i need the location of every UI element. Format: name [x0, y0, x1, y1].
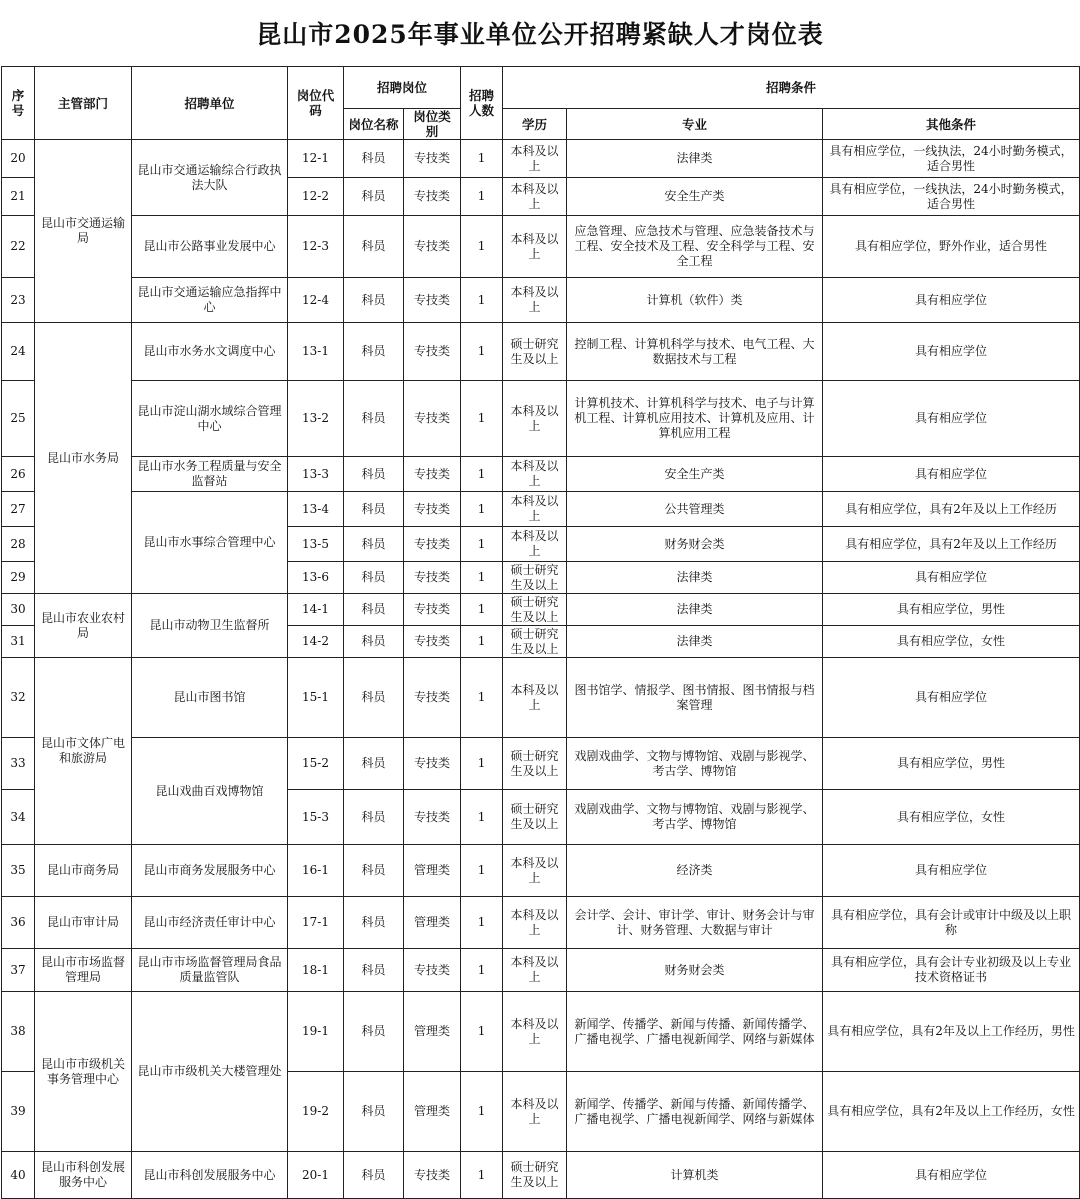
- cell-pos-type: 管理类: [404, 992, 461, 1072]
- cell-edu: 硕士研究生及以上: [503, 323, 567, 381]
- cell-seq: 36: [2, 897, 35, 949]
- header-seq: 序号: [2, 67, 35, 140]
- cell-other: 具有相应学位，具有会计专业初级及以上专业技术资格证书: [823, 949, 1080, 992]
- cell-major: 安全生产类: [567, 457, 823, 492]
- cell-pos-type: 专技类: [404, 492, 461, 527]
- cell-other: 具有相应学位，野外作业，适合男性: [823, 216, 1080, 278]
- cell-edu: 硕士研究生及以上: [503, 594, 567, 626]
- cell-count: 1: [461, 216, 503, 278]
- header-count: 招聘人数: [461, 67, 503, 140]
- cell-edu: 本科及以上: [503, 381, 567, 457]
- cell-edu: 本科及以上: [503, 457, 567, 492]
- cell-dept: 昆山市市场监督管理局: [35, 949, 132, 992]
- cell-seq: 30: [2, 594, 35, 626]
- cell-dept: 昆山市审计局: [35, 897, 132, 949]
- cell-edu: 本科及以上: [503, 278, 567, 323]
- cell-code: 17-1: [288, 897, 344, 949]
- cell-code: 14-2: [288, 626, 344, 658]
- cell-unit: 昆山市图书馆: [132, 658, 288, 738]
- cell-seq: 40: [2, 1152, 35, 1199]
- cell-edu: 本科及以上: [503, 949, 567, 992]
- cell-seq: 32: [2, 658, 35, 738]
- cell-seq: 20: [2, 140, 35, 178]
- cell-code: 15-1: [288, 658, 344, 738]
- cell-pos-name: 科员: [344, 949, 404, 992]
- cell-code: 20-1: [288, 1152, 344, 1199]
- cell-count: 1: [461, 949, 503, 992]
- cell-pos-name: 科员: [344, 278, 404, 323]
- cell-count: 1: [461, 178, 503, 216]
- cell-seq: 35: [2, 845, 35, 897]
- cell-seq: 23: [2, 278, 35, 323]
- cell-pos-name: 科员: [344, 492, 404, 527]
- cell-seq: 22: [2, 216, 35, 278]
- cell-other: 具有相应学位: [823, 323, 1080, 381]
- cell-count: 1: [461, 381, 503, 457]
- cell-other: 具有相应学位: [823, 278, 1080, 323]
- cell-dept: 昆山市市级机关事务管理中心: [35, 992, 132, 1152]
- cell-seq: 25: [2, 381, 35, 457]
- table-row: [2, 845, 1080, 897]
- cell-other: 具有相应学位，具有2年及以上工作经历，男性: [823, 992, 1080, 1072]
- cell-pos-name: 科员: [344, 658, 404, 738]
- cell-pos-name: 科员: [344, 1152, 404, 1199]
- cell-major: 法律类: [567, 140, 823, 178]
- cell-edu: 本科及以上: [503, 527, 567, 562]
- page-title: 昆山市2025年事业单位公开招聘紧缺人才岗位表: [256, 20, 824, 49]
- cell-pos-name: 科员: [344, 992, 404, 1072]
- cell-seq: 29: [2, 562, 35, 594]
- cell-unit: 昆山市交通运输综合行政执法大队: [132, 140, 288, 216]
- table-row: [2, 278, 1080, 323]
- table-row: [2, 992, 1080, 1072]
- cell-major: 新闻学、传播学、新闻与传播、新闻传播学、广播电视学、广播电视新闻学、网络与新媒体: [567, 992, 823, 1072]
- cell-pos-type: 专技类: [404, 626, 461, 658]
- cell-unit: 昆山市水务工程质量与安全监督站: [132, 457, 288, 492]
- cell-seq: 33: [2, 738, 35, 790]
- header-unit: 招聘单位: [132, 67, 288, 140]
- cell-unit: 昆山市科创发展服务中心: [132, 1152, 288, 1199]
- cell-dept: 昆山市商务局: [35, 845, 132, 897]
- cell-dept: 昆山市科创发展服务中心: [35, 1152, 132, 1199]
- cell-code: 13-1: [288, 323, 344, 381]
- table-row: [2, 658, 1080, 738]
- table-row: [2, 897, 1080, 949]
- cell-count: 1: [461, 790, 503, 845]
- cell-edu: 本科及以上: [503, 216, 567, 278]
- cell-pos-type: 专技类: [404, 1152, 461, 1199]
- cell-pos-name: 科员: [344, 527, 404, 562]
- header-position: 招聘岗位: [344, 67, 461, 109]
- cell-major: 法律类: [567, 626, 823, 658]
- cell-major: 安全生产类: [567, 178, 823, 216]
- cell-pos-name: 科员: [344, 845, 404, 897]
- cell-edu: 本科及以上: [503, 492, 567, 527]
- cell-count: 1: [461, 562, 503, 594]
- cell-code: 13-3: [288, 457, 344, 492]
- cell-seq: 38: [2, 992, 35, 1072]
- cell-code: 13-4: [288, 492, 344, 527]
- cell-pos-name: 科员: [344, 790, 404, 845]
- cell-other: 具有相应学位，一线执法，24小时勤务模式，适合男性: [823, 140, 1080, 178]
- table-row: [2, 216, 1080, 278]
- cell-pos-type: 专技类: [404, 790, 461, 845]
- cell-other: 具有相应学位，男性: [823, 594, 1080, 626]
- cell-major: 经济类: [567, 845, 823, 897]
- cell-seq: 26: [2, 457, 35, 492]
- cell-seq: 28: [2, 527, 35, 562]
- cell-seq: 31: [2, 626, 35, 658]
- cell-pos-name: 科员: [344, 626, 404, 658]
- cell-code: 13-2: [288, 381, 344, 457]
- cell-code: 12-4: [288, 278, 344, 323]
- cell-major: 计算机（软件）类: [567, 278, 823, 323]
- cell-code: 19-1: [288, 992, 344, 1072]
- cell-pos-type: 专技类: [404, 738, 461, 790]
- header-pos-name: 岗位名称: [344, 109, 404, 140]
- cell-other: 具有相应学位，女性: [823, 626, 1080, 658]
- cell-unit: 昆山市商务发展服务中心: [132, 845, 288, 897]
- cell-count: 1: [461, 457, 503, 492]
- cell-edu: 本科及以上: [503, 992, 567, 1072]
- cell-pos-type: 专技类: [404, 178, 461, 216]
- cell-pos-type: 专技类: [404, 140, 461, 178]
- cell-pos-name: 科员: [344, 562, 404, 594]
- cell-unit: 昆山市动物卫生监督所: [132, 594, 288, 658]
- cell-code: 12-1: [288, 140, 344, 178]
- cell-edu: 硕士研究生及以上: [503, 738, 567, 790]
- cell-pos-name: 科员: [344, 457, 404, 492]
- cell-pos-type: 管理类: [404, 1072, 461, 1152]
- cell-unit: 昆山市交通运输应急指挥中心: [132, 278, 288, 323]
- table-row: [2, 457, 1080, 492]
- cell-major: 图书馆学、情报学、图书情报、图书情报与档案管理: [567, 658, 823, 738]
- cell-edu: 本科及以上: [503, 658, 567, 738]
- cell-major: 法律类: [567, 562, 823, 594]
- cell-dept: 昆山市交通运输局: [35, 140, 132, 323]
- cell-major: 财务财会类: [567, 949, 823, 992]
- cell-pos-type: 专技类: [404, 278, 461, 323]
- cell-dept: 昆山市农业农村局: [35, 594, 132, 658]
- cell-dept: 昆山市文体广电和旅游局: [35, 658, 132, 845]
- cell-other: 具有相应学位: [823, 457, 1080, 492]
- header-code: 岗位代码: [288, 67, 344, 140]
- cell-pos-type: 管理类: [404, 897, 461, 949]
- table-row: [2, 949, 1080, 992]
- cell-edu: 本科及以上: [503, 845, 567, 897]
- cell-other: 具有相应学位: [823, 562, 1080, 594]
- header-dept: 主管部门: [35, 67, 132, 140]
- cell-other: 具有相应学位，具有会计或审计中级及以上职称: [823, 897, 1080, 949]
- cell-code: 14-1: [288, 594, 344, 626]
- cell-unit: 昆山市市场监督管理局食品质量监管队: [132, 949, 288, 992]
- cell-pos-type: 专技类: [404, 658, 461, 738]
- cell-count: 1: [461, 845, 503, 897]
- cell-code: 18-1: [288, 949, 344, 992]
- header-pos-type: 岗位类别: [404, 109, 461, 140]
- cell-code: 12-3: [288, 216, 344, 278]
- cell-seq: 39: [2, 1072, 35, 1152]
- cell-count: 1: [461, 323, 503, 381]
- cell-major: 戏剧戏曲学、文物与博物馆、戏剧与影视学、考古学、博物馆: [567, 790, 823, 845]
- cell-other: 具有相应学位: [823, 658, 1080, 738]
- cell-seq: 37: [2, 949, 35, 992]
- cell-pos-name: 科员: [344, 178, 404, 216]
- cell-pos-type: 专技类: [404, 562, 461, 594]
- table-row: [2, 594, 1080, 626]
- cell-count: 1: [461, 992, 503, 1072]
- cell-edu: 本科及以上: [503, 897, 567, 949]
- cell-code: 16-1: [288, 845, 344, 897]
- cell-count: 1: [461, 1152, 503, 1199]
- cell-edu: 硕士研究生及以上: [503, 1152, 567, 1199]
- cell-other: 具有相应学位，具有2年及以上工作经历: [823, 527, 1080, 562]
- cell-code: 15-3: [288, 790, 344, 845]
- cell-other: 具有相应学位: [823, 845, 1080, 897]
- cell-code: 12-2: [288, 178, 344, 216]
- cell-pos-type: 专技类: [404, 527, 461, 562]
- cell-other: 具有相应学位，一线执法，24小时勤务模式，适合男性: [823, 178, 1080, 216]
- cell-count: 1: [461, 1072, 503, 1152]
- cell-count: 1: [461, 626, 503, 658]
- cell-seq: 21: [2, 178, 35, 216]
- cell-code: 19-2: [288, 1072, 344, 1152]
- cell-seq: 24: [2, 323, 35, 381]
- cell-pos-type: 专技类: [404, 594, 461, 626]
- cell-pos-name: 科员: [344, 381, 404, 457]
- cell-code: 15-2: [288, 738, 344, 790]
- cell-edu: 本科及以上: [503, 178, 567, 216]
- table-row: [2, 140, 1080, 178]
- cell-other: 具有相应学位，具有2年及以上工作经历，女性: [823, 1072, 1080, 1152]
- cell-unit: 昆山市市级机关大楼管理处: [132, 992, 288, 1152]
- cell-other: 具有相应学位: [823, 381, 1080, 457]
- cell-seq: 34: [2, 790, 35, 845]
- cell-other: 具有相应学位: [823, 1152, 1080, 1199]
- table-row: [2, 492, 1080, 527]
- header-conditions: 招聘条件: [503, 67, 1080, 109]
- cell-pos-type: 管理类: [404, 845, 461, 897]
- cell-count: 1: [461, 278, 503, 323]
- cell-major: 应急管理、应急技术与管理、应急装备技术与工程、安全技术及工程、安全科学与工程、安全工程: [567, 216, 823, 278]
- cell-edu: 本科及以上: [503, 1072, 567, 1152]
- cell-seq: 27: [2, 492, 35, 527]
- cell-pos-type: 专技类: [404, 949, 461, 992]
- cell-pos-type: 专技类: [404, 381, 461, 457]
- cell-major: 会计学、会计、审计学、审计、财务会计与审计、财务管理、大数据与审计: [567, 897, 823, 949]
- cell-unit: 昆山戏曲百戏博物馆: [132, 738, 288, 845]
- cell-count: 1: [461, 140, 503, 178]
- cell-pos-name: 科员: [344, 140, 404, 178]
- cell-major: 新闻学、传播学、新闻与传播、新闻传播学、广播电视学、广播电视新闻学、网络与新媒体: [567, 1072, 823, 1152]
- table-row: [2, 738, 1080, 790]
- cell-dept: 昆山市水务局: [35, 323, 132, 594]
- cell-code: 13-5: [288, 527, 344, 562]
- cell-other: 具有相应学位，具有2年及以上工作经历: [823, 492, 1080, 527]
- cell-unit: 昆山市水务水文调度中心: [132, 323, 288, 381]
- header-other: 其他条件: [823, 109, 1080, 140]
- cell-pos-name: 科员: [344, 1072, 404, 1152]
- cell-edu: 硕士研究生及以上: [503, 562, 567, 594]
- cell-major: 法律类: [567, 594, 823, 626]
- cell-pos-name: 科员: [344, 897, 404, 949]
- cell-major: 控制工程、计算机科学与技术、电气工程、大数据技术与工程: [567, 323, 823, 381]
- cell-count: 1: [461, 492, 503, 527]
- cell-edu: 硕士研究生及以上: [503, 790, 567, 845]
- cell-pos-name: 科员: [344, 323, 404, 381]
- table-row: [2, 381, 1080, 457]
- cell-code: 13-6: [288, 562, 344, 594]
- cell-unit: 昆山市淀山湖水域综合管理中心: [132, 381, 288, 457]
- cell-pos-type: 专技类: [404, 457, 461, 492]
- cell-major: 财务财会类: [567, 527, 823, 562]
- cell-count: 1: [461, 897, 503, 949]
- cell-unit: 昆山市公路事业发展中心: [132, 216, 288, 278]
- cell-major: 公共管理类: [567, 492, 823, 527]
- cell-edu: 硕士研究生及以上: [503, 626, 567, 658]
- cell-count: 1: [461, 527, 503, 562]
- cell-pos-name: 科员: [344, 738, 404, 790]
- cell-count: 1: [461, 658, 503, 738]
- table-row: [2, 323, 1080, 381]
- cell-other: 具有相应学位，男性: [823, 738, 1080, 790]
- cell-other: 具有相应学位，女性: [823, 790, 1080, 845]
- cell-count: 1: [461, 738, 503, 790]
- cell-unit: 昆山市经济责任审计中心: [132, 897, 288, 949]
- cell-unit: 昆山市水事综合管理中心: [132, 492, 288, 594]
- header-major: 专业: [567, 109, 823, 140]
- header-edu: 学历: [503, 109, 567, 140]
- cell-major: 计算机类: [567, 1152, 823, 1199]
- cell-count: 1: [461, 594, 503, 626]
- cell-pos-type: 专技类: [404, 323, 461, 381]
- recruitment-table: [1, 66, 1080, 1199]
- cell-pos-type: 专技类: [404, 216, 461, 278]
- cell-major: 戏剧戏曲学、文物与博物馆、戏剧与影视学、考古学、博物馆: [567, 738, 823, 790]
- cell-edu: 本科及以上: [503, 140, 567, 178]
- cell-pos-name: 科员: [344, 594, 404, 626]
- cell-major: 计算机技术、计算机科学与技术、电子与计算机工程、计算机应用技术、计算机及应用、计算机应用工程: [567, 381, 823, 457]
- table-row: [2, 1152, 1080, 1199]
- cell-pos-name: 科员: [344, 216, 404, 278]
